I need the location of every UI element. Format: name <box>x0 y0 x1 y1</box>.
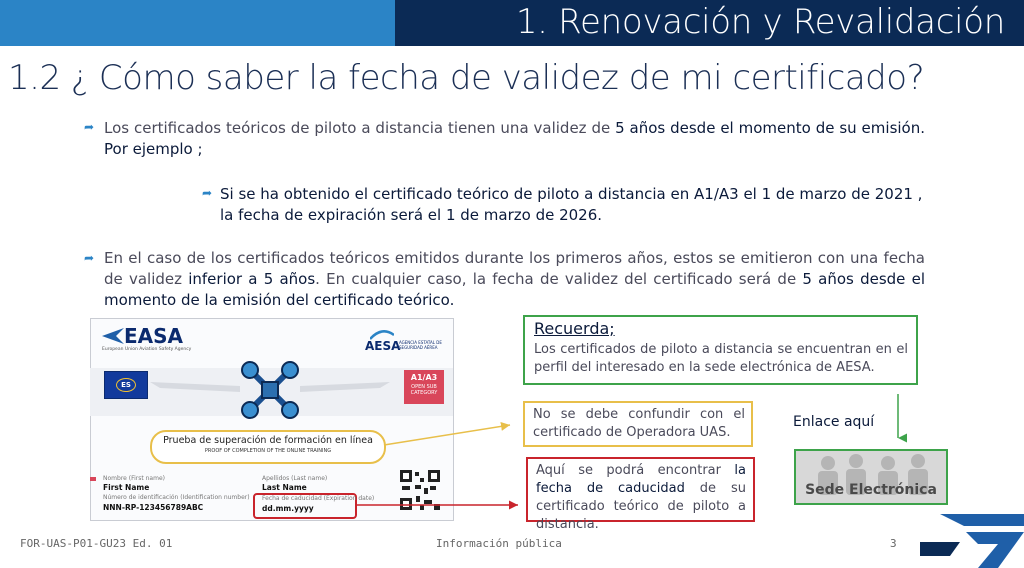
aesa-brand-icon <box>920 506 1024 568</box>
category-label: A1/A3 <box>410 373 438 382</box>
page-title: 1.2 ¿ Cómo saber la fecha de validez de mi certificado? <box>8 58 925 98</box>
expiry-value: dd.mm.yyyy <box>262 504 314 513</box>
name-value: First Name <box>103 483 150 492</box>
reminder-box <box>523 315 918 385</box>
category-sublabel: OPEN SUB CATEGORY <box>410 384 438 396</box>
country-code: ES <box>116 378 136 392</box>
bullet-2-emphasis-a: inferior a 5 años <box>188 270 316 288</box>
operator-note-text: No se debe confundir con el certificado de Operadora UAS. <box>533 407 745 440</box>
classification-label: Información pública <box>436 537 562 550</box>
proof-subtitle: PROOF OF COMPLETION OF THE ONLINE TRAINING <box>204 448 332 454</box>
link-label: Enlace aquí <box>793 414 875 430</box>
name-label: Nombre (First name) <box>103 475 165 482</box>
example-line-1: Si se ha obtenido el certificado teórico de piloto a distancia en A1/A3 el 1 de marzo de 2021 , <box>220 185 923 203</box>
proof-title: Prueba de superación de formación en línea <box>163 435 373 446</box>
easa-wordmark: EASA <box>124 324 184 348</box>
bullet-2-plain-a: En el caso de los certificados teóricos emitidos durante los primeros años, estos se emitieron con una fecha de validez <box>104 249 925 288</box>
bullet-2-plain-b: . En cualquier caso, la fecha de validez del certificado será de <box>315 270 803 288</box>
expiry-note-text <box>536 462 746 534</box>
easa-subtitle: European Union Aviation Safety Agency <box>102 347 192 352</box>
aesa-wordmark: AESA <box>365 339 401 353</box>
surname-label: Apellidos (Last name) <box>262 475 328 482</box>
document-code: FOR-UAS-P01-GU23 Ed. 01 <box>20 537 173 550</box>
expiry-note-emphasis: la fecha de caducidad <box>536 463 746 496</box>
section-title: 1. Renovación y Revalidación <box>515 2 1005 42</box>
expiry-note-plain-b: de su certificado teórico de piloto a distancia. <box>536 481 746 532</box>
expiry-note-box <box>526 457 755 532</box>
sub-bullet-arrow-icon: ➦ <box>202 186 213 200</box>
page-number: 3 <box>890 537 897 550</box>
reminder-text: Los certificados de piloto a distancia se encuentran en el perfil del interesado en la sede electrónica de AESA. <box>534 342 908 375</box>
sede-electronica-button[interactable] <box>794 449 948 505</box>
reminder-title: Recuerda; <box>534 319 615 338</box>
bullet-1-plain: Los certificados teóricos de piloto a distancia tienen una validez de <box>104 119 616 137</box>
example-line-2: la fecha de expiración será el 1 de marzo de 2026. <box>220 206 603 224</box>
expiry-note-plain-a: Aquí se podrá encontrar <box>536 463 735 478</box>
sede-button-label: Sede Electrónica <box>805 482 937 498</box>
bullet-arrow-icon: ➦ <box>84 251 95 265</box>
id-value: NNN-RP-123456789ABC <box>103 503 204 512</box>
aesa-subtitle: AGENCIA ESTATAL DE SEGURIDAD AÉREA <box>399 340 442 350</box>
bullet-2-emphasis-b: 5 años desde el momento de la emisión del certificado teórico. <box>104 270 926 309</box>
id-label: Número de identificación (Identification number) <box>103 494 250 501</box>
surname-value: Last Name <box>262 483 307 492</box>
bullet-1-emphasis: 5 años desde el momento de su emisión. Por ejemplo ; <box>104 119 925 158</box>
expiry-label: Fecha de caducidad (Expiration date) <box>262 495 375 502</box>
operator-note-box <box>523 401 753 447</box>
bullet-arrow-icon: ➦ <box>84 120 95 134</box>
